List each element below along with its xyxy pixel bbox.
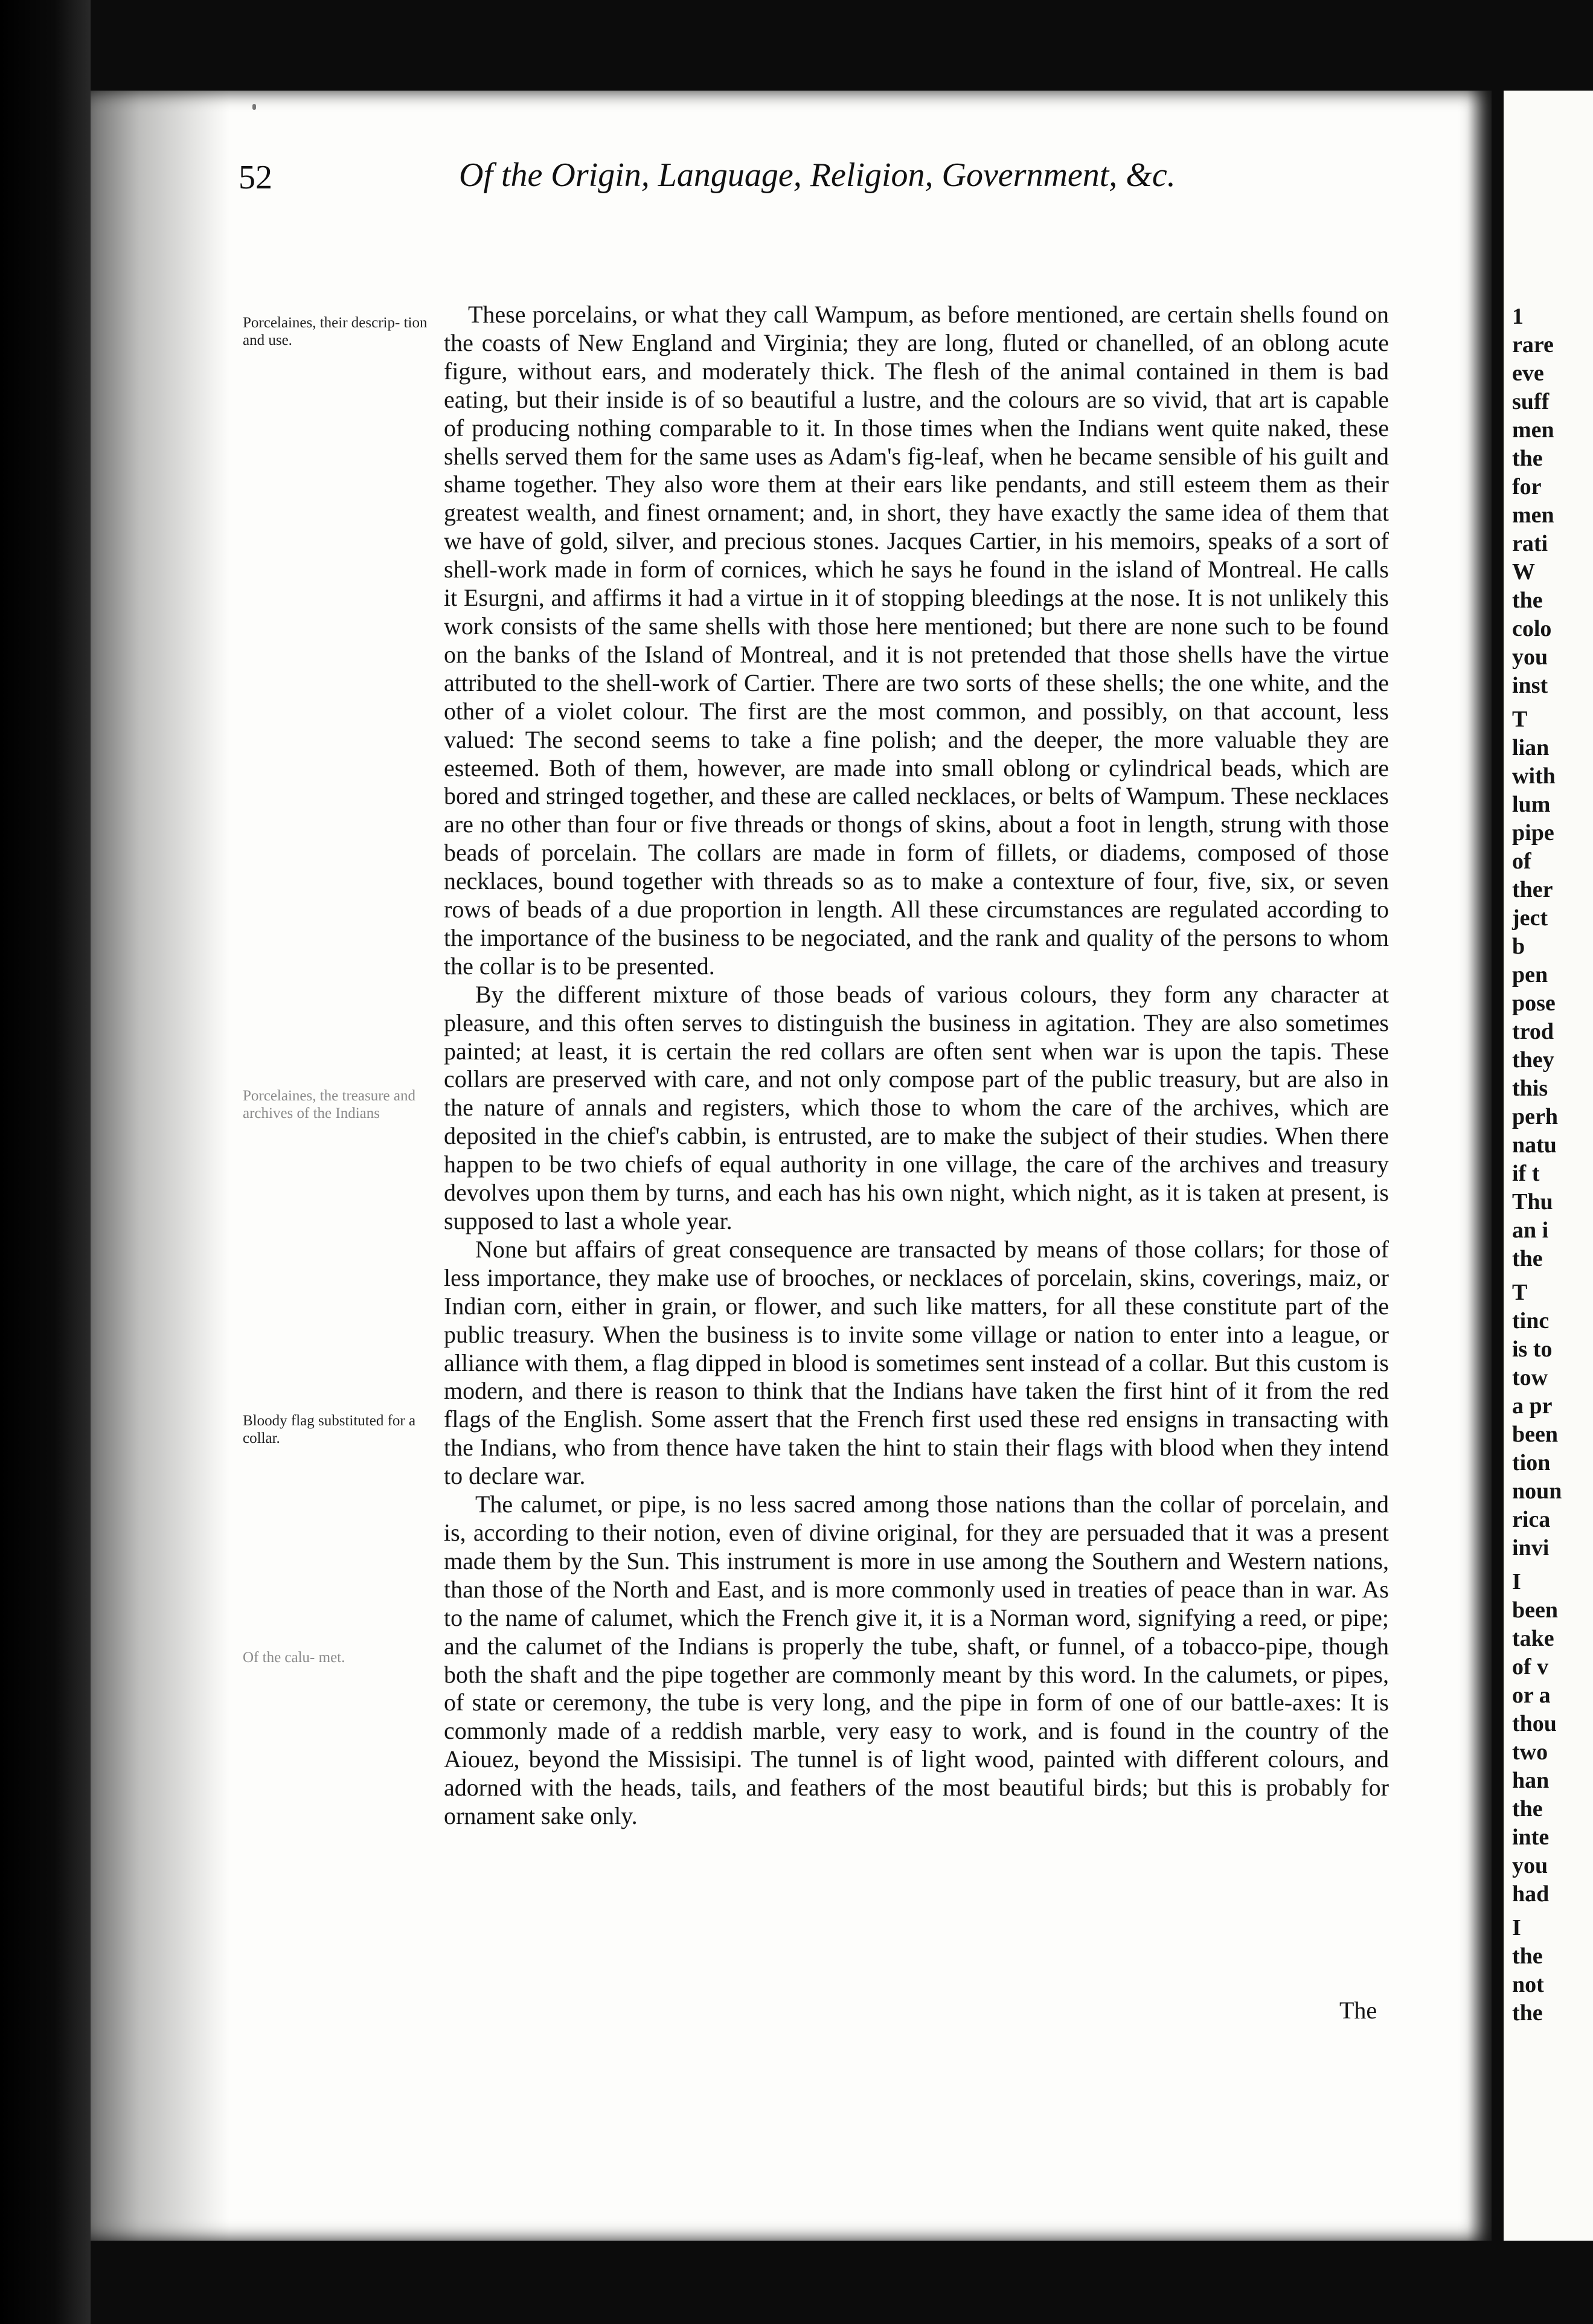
page-fold <box>1467 91 1492 2241</box>
facing-page-fragment: rica <box>1512 1507 1551 1532</box>
facing-page-fragment: or a <box>1512 1683 1551 1708</box>
facing-page-fragment: this <box>1512 1076 1548 1101</box>
facing-page-fragment: tinc <box>1512 1308 1550 1334</box>
facing-page-fragment: suff <box>1512 389 1550 414</box>
facing-page-fragment: the <box>1512 1796 1543 1822</box>
facing-page-fragment: the <box>1512 446 1543 471</box>
facing-page-fragment: rare <box>1512 332 1554 358</box>
facing-page-fragment: the <box>1512 588 1543 613</box>
facing-page-fragment: a pr <box>1512 1393 1553 1419</box>
facing-page-edge <box>1504 91 1593 2241</box>
paragraph: The calumet, or pipe, is no less sacred among those nations than the collar of porcelain, and is, according to their notion, even of divine original, for they are persuaded that it was a present made them by the Sun. This instrument is more in use among the Southern and Western nations, than those of the North and East, and is more commonly used in treaties of peace than in war. As to the name of calumet, which the French give it, it is a Norman word, signifying a reed, or pipe; and the calumet of the Indians is properly the tube, shaft, or funnel, of a tobacco-pipe, though both the shaft and the pipe together are commonly meant by this word. In the calumets, or pipes, of state or ceremony, the tube is very long, and the pipe in form of one of our battle-axes: It is commonly made of a reddish marble, very easy to work, and is found in the country of the Aiouez, beyond the Missisipi. The tunnel is of light wood, painted with different colours, and adorned with the heads, tails, and feathers of the most beautiful birds; but this is probably for ornament sake only. <box>444 1491 1389 1830</box>
facing-page-fragment: rati <box>1512 531 1548 556</box>
facing-page-fragment: the <box>1512 1246 1543 1271</box>
running-head: Of the Origin, Language, Religion, Government, &c. <box>459 156 1176 194</box>
left-scan-margin <box>0 0 91 2324</box>
facing-page-fragment: take <box>1512 1626 1554 1651</box>
facing-page-fragment: Thu <box>1512 1189 1553 1215</box>
facing-page-fragment: I <box>1512 1569 1521 1594</box>
facing-page-fragment: lum <box>1512 792 1551 817</box>
facing-page-fragment: thou <box>1512 1711 1557 1736</box>
body-text <box>444 301 1389 1831</box>
facing-page-fragment: is to <box>1512 1337 1553 1362</box>
paragraph: These porcelains, or what they call Wampum, as before mentioned, are certain shells found on the coasts of New England and Virginia; they are long, fluted or chanelled, of an oblong acute figure, without ears, and moderately thick. The flesh of the animal contained in them is bad eating, but their inside is of so beautiful a lustre, and the colours are so vivid, that art is capable of producing nothing comparable to it. In those times when the Indians went quite naked, these shells served them for the same uses as Adam's fig-leaf, when he became sensible of his guilt and shame together. They also wore them at their ears like pendants, and still esteem them as their greatest wealth, and finest ornament; and, in short, they have exactly the same idea of them that we have of gold, silver, and precious stones. Jacques Cartier, in his memoirs, speaks of a sort of shell-work made in form of cornices, which he says he found in the island of Montreal. He calls it Esurgni, and affirms it had a virtue in it of stopping bleedings at the nose. It is not unlikely this work consists of the same shells with those here mentioned; but there are none such to be found on the banks of the Island of Montreal, and it is not pretended that those shells have the virtue attributed to the shell-work of Cartier. There are two sorts of these shells; the one white, and the other of a violet colour. The first are the most common, and possibly, on that account, less valued: The second seems to take a fine polish; and the deeper, the more valuable they are esteemed. Both of them, however, are made into small oblong or cylindrical beads, which are bored and stringed together, and these are called necklaces, or belts of Wampum. These necklaces are no other than four or five threads or thongs of skins, about a foot in length, strung with those beads of porcelain. The collars are made in form of fillets, or diadems, composed of those necklaces, bound together with threads so as to make a contexture of four, five, six, or seven rows of beads of a due proportion in length. All these circumstances are regulated according to the importance of the business to be negociated, and the rank and quality of the persons to whom the collar is to be presented. <box>444 301 1389 980</box>
facing-page-fragment: noun <box>1512 1478 1562 1504</box>
facing-page-fragment: you <box>1512 644 1548 670</box>
facing-page-fragment: colo <box>1512 616 1552 641</box>
facing-page-fragment: pipe <box>1512 820 1554 846</box>
facing-page-fragment: been <box>1512 1422 1558 1447</box>
facing-page-fragment: b <box>1512 934 1525 959</box>
facing-page-fragment: lian <box>1512 735 1550 760</box>
facing-page-fragment: ther <box>1512 877 1553 902</box>
facing-page-fragment: the <box>1512 2000 1543 2026</box>
facing-page-fragment: T <box>1512 707 1528 732</box>
page-number: 52 <box>239 159 272 196</box>
facing-page-fragment: 1 <box>1512 304 1524 329</box>
facing-page-fragment: pose <box>1512 990 1556 1016</box>
spine-shadow <box>91 91 229 2241</box>
facing-page-fragment: the <box>1512 1944 1543 1969</box>
margin-note-porcelaines-description: Porcelaines, their descrip- tion and use. <box>243 315 428 348</box>
facing-page-fragment: two <box>1512 1739 1548 1765</box>
paragraph: None but affairs of great consequence are transacted by means of those collars; for those of less importance, they make use of brooches, or necklaces of porcelain, skins, coverings, maiz, or Indian corn, either in grain, or flower, and such like matters, for all these constitute part of the public treasury. When the business is to invite some village or nation to enter into a league, or alliance with them, a flag dipped in blood is sometimes sent instead of a collar. But this custom is modern, and there is reason to think that the Indians have taken the first hint of it from the red flags of the English. Some assert that the French first used these red ensigns in transacting with the Indians, who from thence have taken the hint to stain their flags with blood when they intend to declare war. <box>444 1235 1389 1490</box>
facing-page-fragment: trod <box>1512 1019 1554 1044</box>
facing-page-fragment: been <box>1512 1597 1558 1623</box>
facing-page-fragment: pen <box>1512 962 1548 987</box>
facing-page-fragment: men <box>1512 502 1554 528</box>
facing-page-fragment: of v <box>1512 1654 1549 1680</box>
facing-page-fragment: tion <box>1512 1450 1551 1475</box>
facing-page-fragment: perh <box>1512 1104 1558 1129</box>
facing-page-fragment: if t <box>1512 1161 1540 1186</box>
facing-page-fragment: invi <box>1512 1535 1550 1561</box>
facing-page-fragment: I <box>1512 1915 1521 1940</box>
facing-page-fragment: had <box>1512 1881 1550 1907</box>
margin-note-porcelaines-treasure: Porcelaines, the treasure and archives of the Indians <box>243 1088 415 1122</box>
facing-page-fragment: W <box>1512 559 1535 585</box>
facing-page-fragment: ject <box>1512 905 1548 931</box>
facing-page-fragment: inte <box>1512 1825 1550 1850</box>
facing-page-fragment: men <box>1512 417 1554 443</box>
facing-page-fragment: tow <box>1512 1365 1548 1390</box>
facing-page-fragment: you <box>1512 1853 1548 1878</box>
facing-page-fragment: natu <box>1512 1132 1557 1158</box>
facing-page-fragment: eve <box>1512 361 1544 386</box>
facing-page-fragment: they <box>1512 1047 1554 1073</box>
facing-page-fragment: not <box>1512 1972 1544 1997</box>
facing-page-fragment: han <box>1512 1768 1550 1793</box>
facing-page-fragment: for <box>1512 474 1542 499</box>
facing-page-fragment: an i <box>1512 1218 1549 1243</box>
facing-page-fragment: of <box>1512 849 1531 874</box>
margin-note-bloody-flag: Bloody flag substituted for a collar. <box>243 1413 416 1446</box>
facing-page-fragment: T <box>1512 1280 1528 1305</box>
paragraph: By the different mixture of those beads of various colours, they form any character at pleasure, and this often serves to distinguish the business in agitation. They are also sometimes painted; at least, it is certain the red collars are often sent when war is upon the tapis. These collars are preserved with care, and not only compose part of the public treasury, but are also in the nature of annals and registers, which those to whom the care of the archives, which are deposited in the chief's cabbin, is entrusted, are to make the subject of their studies. When there happen to be two chiefs of equal authority in one village, the care of the archives and treasury devolves upon them by turns, and each has his own night, which night, as it is taken at present, is supposed to last a whole year. <box>444 980 1389 1234</box>
margin-note-calumet: Of the calu- met. <box>243 1649 345 1666</box>
facing-page-fragment: inst <box>1512 673 1548 698</box>
catchword: The <box>1339 1997 1377 2024</box>
ink-speck <box>252 104 256 110</box>
facing-page-fragment: with <box>1512 763 1556 789</box>
